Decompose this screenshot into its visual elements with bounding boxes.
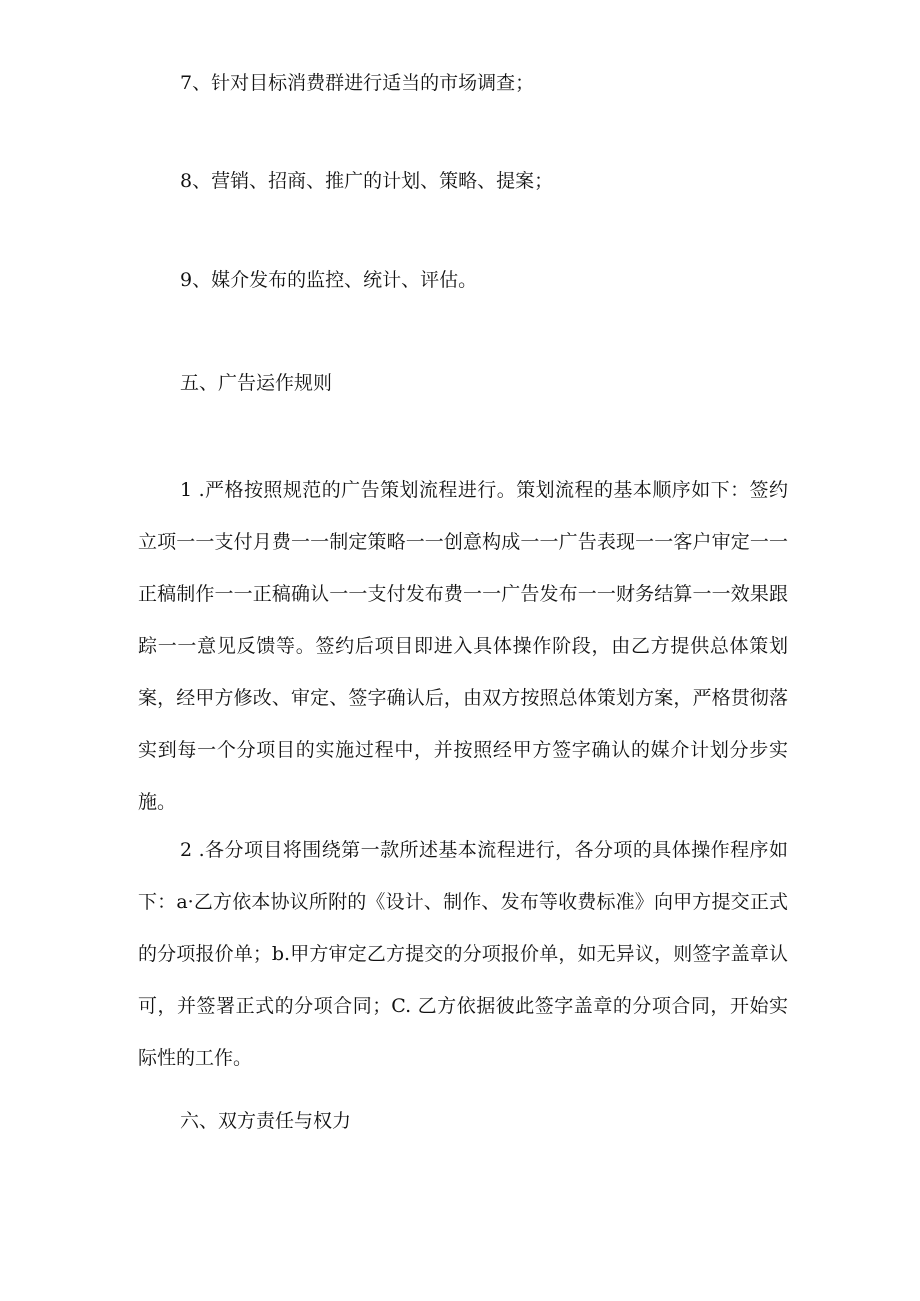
paragraph-1: 1 .严格按照规范的广告策划流程进行。策划流程的基本顺序如下：签约立项一一支付月费一一制定策略一一创意构成一一广告表现一一客户审定一一正稿制作一一正稿确认一一支付发布费一一广告发布一一财务结算一一效果跟踪一一意见反馈等。签约后项目即进入具体操作阶段，由乙方提供总体策划案，经甲方修改、审定、签字确认后，由双方按照总体策划方案，严格贯彻落实到每一个分项目的实施过程中，并按照经甲方签字确认的媒介计划分步实施。 (138, 479, 788, 813)
list-item-8: 8、营销、招商、推广的计划、策略、提案； (180, 170, 554, 192)
paragraph-2: 2 .各分项目将围绕第一款所述基本流程进行，各分项的具体操作程序如下：a·乙方依本协议所附的《设计、制作、发布等收费标准》向甲方提交正式的分项报价单；b.甲方审定乙方提交的分项报价单，如无异议，则签字盖章认可，并签署正式的分项合同；C. 乙方依据彼此签字盖章的分项合同，开始实际性的工作。 (138, 839, 788, 1069)
section-heading-5: 五、广告运作规则 (180, 372, 333, 394)
section-heading-6: 六、双方责任与权力 (180, 1110, 352, 1132)
list-item-7: 7、针对目标消费群进行适当的市场调查； (180, 72, 535, 94)
list-item-9: 9、媒介发布的监控、统计、评估。 (180, 269, 478, 291)
